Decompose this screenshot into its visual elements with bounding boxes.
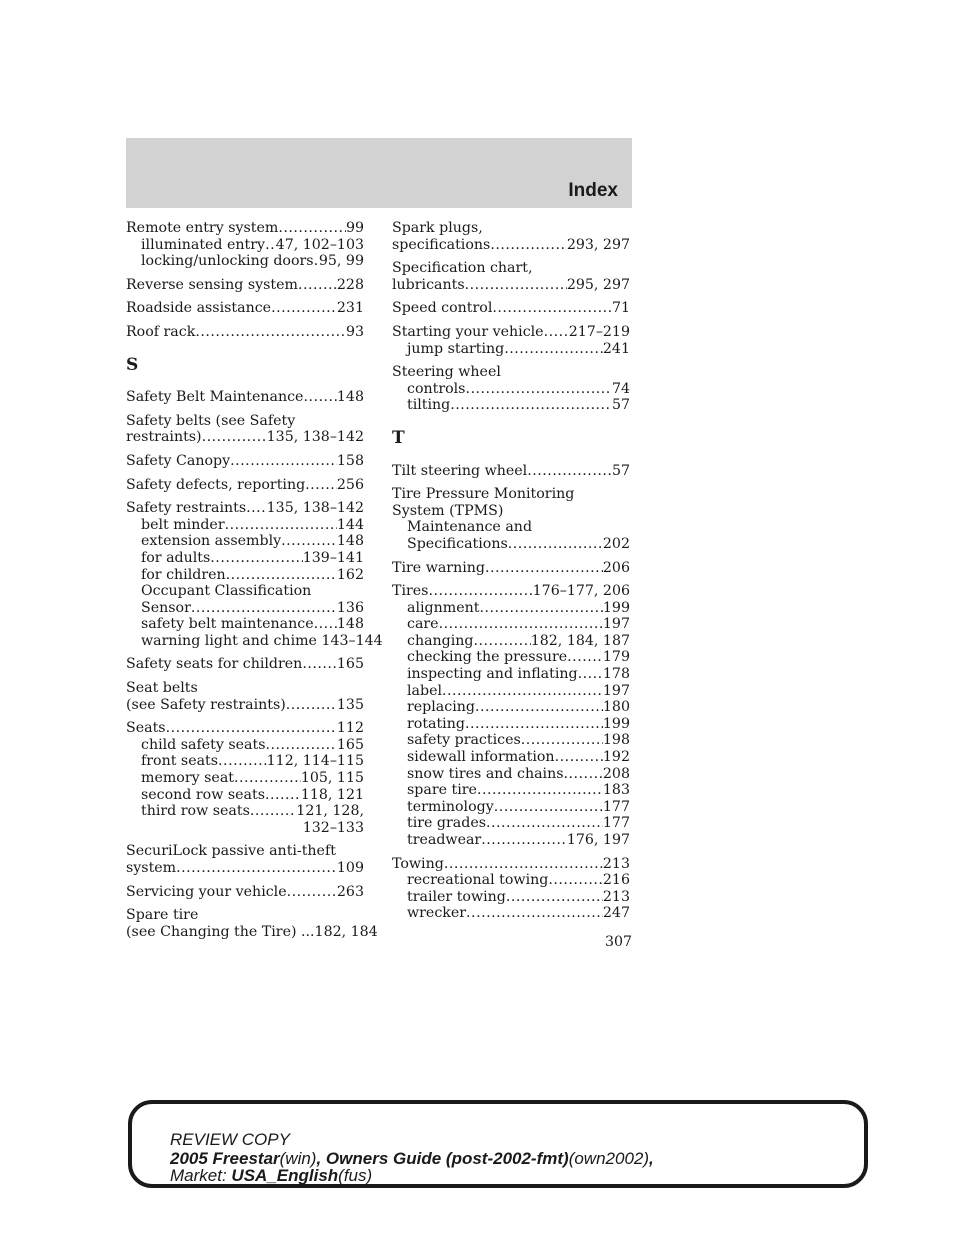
dot-leader — [481, 832, 567, 849]
dot-leader — [246, 500, 267, 517]
entry-pages: 95, 99 — [318, 253, 364, 270]
entry-pages: 213 — [602, 888, 630, 905]
index-entry — [392, 364, 630, 414]
entry-pages: 228 — [336, 276, 364, 293]
index-entry — [126, 453, 364, 470]
dot-leader — [271, 300, 337, 317]
section-letter: T — [392, 427, 405, 448]
dot-leader — [265, 737, 336, 754]
entry-term: snow tires and chains — [407, 765, 564, 782]
entry-term: Tilt steering wheel — [392, 462, 528, 479]
index-entry-line — [126, 277, 364, 294]
entry-term: restraints) — [126, 429, 202, 446]
dot-leader — [527, 463, 612, 480]
review-copy-label: REVIEW COPY — [170, 1130, 290, 1149]
entry-pages: 144 — [336, 516, 364, 533]
index-subentry — [392, 749, 630, 766]
entry-pages: 183 — [602, 782, 630, 799]
entry-term: Safety seats for children — [126, 656, 303, 673]
entry-term: Roadside assistance — [126, 300, 272, 317]
entry-term: tire grades — [407, 815, 487, 832]
dot-leader — [567, 649, 603, 666]
index-subentry — [392, 381, 630, 398]
entry-pages: 177 — [602, 798, 630, 815]
index-subentry — [126, 517, 364, 534]
entry-pages: 199 — [602, 599, 630, 616]
entry-term: wrecker — [407, 905, 467, 922]
dot-leader — [250, 803, 296, 820]
entry-term: Speed control — [392, 300, 493, 317]
entry-term: replacing — [407, 699, 475, 716]
index-entry — [126, 720, 364, 836]
index-entry-line — [126, 843, 364, 860]
entry-pages: 148 — [336, 389, 364, 406]
entry-pages: 247 — [602, 905, 630, 922]
dot-leader — [265, 237, 276, 254]
index-entry-line — [126, 453, 364, 470]
entry-term: Roof rack — [126, 323, 196, 340]
dot-leader — [578, 666, 603, 683]
index-entry-line — [126, 860, 364, 877]
dot-leader — [490, 237, 567, 254]
index-subentry — [392, 600, 630, 617]
dot-leader — [521, 732, 603, 749]
entry-term: SecuriLock passive anti-theft — [126, 843, 336, 860]
index-entry — [392, 560, 630, 577]
entry-pages: 99 — [345, 220, 364, 236]
entry-pages: 165 — [336, 736, 364, 753]
index-subentry — [126, 567, 364, 584]
index-entry-line — [392, 503, 630, 520]
index-subentry — [126, 770, 364, 787]
dot-leader — [544, 324, 569, 341]
index-entry — [392, 583, 630, 849]
index-entry — [126, 389, 364, 406]
dot-leader — [439, 616, 603, 633]
dot-leader — [492, 300, 612, 317]
entry-pages: 231 — [336, 300, 364, 317]
index-entry-line — [126, 820, 364, 837]
index-subentry — [392, 832, 630, 849]
index-subentry — [392, 872, 630, 889]
index-entry-line — [392, 856, 630, 873]
entry-term: checking the pressure — [407, 649, 568, 666]
dot-leader — [555, 749, 603, 766]
dot-leader — [466, 905, 603, 922]
dot-leader — [303, 389, 336, 406]
dot-leader — [450, 397, 612, 414]
entry-term: Safety Belt Maintenance — [126, 389, 304, 406]
entry-pages: 112, 114–115 — [266, 753, 364, 770]
entry-term: Sensor — [141, 599, 191, 616]
index-subentry — [392, 782, 630, 799]
entry-term: system — [126, 860, 177, 876]
dot-leader — [506, 889, 603, 906]
index-subentry — [126, 550, 364, 567]
entry-term: Starting your vehicle — [392, 323, 544, 340]
entry-pages: 293, 297 — [566, 236, 630, 253]
entry-term: (see Safety restraints) — [126, 696, 286, 713]
index-subentry — [126, 787, 364, 804]
entry-term: sidewall information — [407, 749, 555, 766]
dot-leader — [508, 536, 603, 553]
entry-term: (see Changing the Tire) ...182, 184 — [126, 923, 378, 940]
index-subentry — [392, 616, 630, 633]
entry-pages: 295, 297 — [566, 276, 630, 293]
entry-pages: 182, 184, 187 — [530, 632, 630, 649]
entry-pages: 139–141 — [302, 549, 364, 566]
index-entry-line — [126, 413, 364, 430]
entry-pages: 241 — [602, 340, 630, 357]
entry-term: Remote entry system — [126, 220, 279, 236]
dot-leader — [166, 720, 337, 737]
index-column-right — [392, 220, 630, 929]
entry-pages: 158 — [336, 452, 364, 469]
index-entry-line — [126, 324, 364, 341]
index-entry-line — [126, 429, 364, 446]
model-name: 2005 Freestar — [170, 1149, 280, 1168]
entry-pages: 148 — [336, 533, 364, 550]
index-entry-line — [126, 907, 364, 924]
dot-leader — [465, 277, 567, 294]
entry-term: safety practices — [407, 732, 521, 749]
entry-term: 132–133 — [302, 819, 364, 836]
index-entry-line — [392, 220, 630, 237]
index-entry-line — [126, 720, 364, 737]
index-subentry — [392, 905, 630, 922]
dot-leader — [286, 697, 337, 714]
index-subentry — [392, 766, 630, 783]
entry-term: treadwear — [407, 832, 482, 848]
entry-pages: 57 — [611, 462, 630, 479]
entry-term: illuminated entry — [141, 236, 266, 253]
index-entry-line — [392, 560, 630, 577]
review-copy-box — [128, 1100, 868, 1188]
market-code: (fus) — [338, 1166, 373, 1185]
entry-term: Tire Pressure Monitoring — [392, 486, 575, 503]
dot-leader — [442, 683, 603, 700]
entry-term: Towing — [392, 855, 444, 872]
index-entry — [126, 413, 364, 446]
dot-leader — [195, 324, 346, 341]
entry-pages: 135, 138–142 — [266, 429, 364, 446]
entry-term: recreational towing — [407, 872, 549, 889]
entry-pages: 256 — [336, 476, 364, 493]
entry-term: Safety Canopy — [126, 452, 231, 469]
entry-pages: 109 — [336, 860, 364, 876]
index-entry — [392, 324, 630, 357]
index-subentry — [126, 253, 364, 270]
index-entry — [392, 220, 630, 253]
index-entry — [126, 300, 364, 317]
dot-leader — [485, 560, 603, 577]
dot-leader — [305, 477, 337, 494]
entry-pages: 217–219 — [568, 323, 630, 340]
entry-pages: 93 — [345, 323, 364, 340]
dot-leader — [281, 533, 337, 550]
index-entry — [126, 884, 364, 901]
entry-pages: 192 — [602, 749, 630, 766]
entry-term: lubricants — [392, 276, 465, 293]
entry-term: Reverse sensing system — [126, 276, 298, 293]
dot-leader — [477, 782, 603, 799]
dot-leader — [234, 770, 301, 787]
index-entry — [392, 486, 630, 552]
dot-leader — [548, 872, 603, 889]
entry-term: Specifications — [407, 535, 508, 552]
entry-term: terminology — [407, 798, 494, 815]
entry-term: locking/unlocking doors — [141, 253, 314, 270]
entry-term: Specification chart, — [392, 260, 533, 277]
index-subentry — [126, 533, 364, 550]
entry-term: Spare tire — [126, 907, 199, 924]
index-entry-line — [392, 324, 630, 341]
dot-leader — [479, 600, 602, 617]
entry-term: Occupant Classification — [141, 583, 312, 600]
entry-term: warning light and chime 143–144 — [141, 632, 383, 649]
entry-pages: 263 — [336, 883, 364, 900]
entry-pages: 47, 102–103 — [275, 236, 364, 253]
entry-pages: 179 — [602, 649, 630, 666]
market-line — [170, 1166, 372, 1185]
index-subentry — [126, 237, 364, 254]
index-subentry — [392, 889, 630, 906]
entry-term: child safety seats — [141, 736, 266, 753]
entry-term: Servicing your vehicle — [126, 883, 287, 900]
index-entry-line — [126, 220, 364, 237]
dot-leader — [230, 453, 337, 470]
index-subentry — [126, 583, 364, 600]
entry-pages: 135 — [336, 696, 364, 713]
dot-leader — [298, 277, 337, 294]
entry-term: Safety restraints — [126, 500, 247, 517]
index-entry — [126, 843, 364, 876]
dot-leader — [210, 550, 302, 567]
entry-term: changing — [407, 632, 474, 649]
entry-term: specifications — [392, 236, 491, 253]
index-entry-line — [392, 260, 630, 277]
entry-term: memory seat — [141, 770, 234, 787]
entry-term: Seats — [126, 720, 166, 737]
dot-leader — [191, 600, 337, 617]
index-entry — [126, 477, 364, 494]
dot-leader — [225, 517, 337, 534]
index-subentry — [126, 753, 364, 770]
entry-pages: 121, 128, — [296, 803, 364, 820]
index-subentry — [392, 799, 630, 816]
index-entry-line — [126, 500, 364, 517]
index-entry-line — [126, 697, 364, 714]
entry-term: extension assembly — [141, 533, 282, 550]
entry-term: alignment — [407, 599, 480, 616]
dot-leader — [486, 815, 603, 832]
entry-term: Spark plugs, — [392, 220, 483, 236]
entry-term: jump starting — [407, 340, 505, 357]
dot-leader — [176, 860, 337, 877]
entry-term: for children — [141, 566, 226, 583]
entry-pages: 216 — [602, 872, 630, 889]
entry-term: Seat belts — [126, 680, 198, 697]
index-entry-line — [392, 364, 630, 381]
index-subentry — [392, 732, 630, 749]
entry-pages: 178 — [602, 666, 630, 683]
index-entry-line — [126, 300, 364, 317]
index-entry-line — [126, 389, 364, 406]
index-subentry — [392, 666, 630, 683]
guide-name: , Owners Guide (post-2002-fmt) — [316, 1149, 569, 1168]
entry-term: safety belt maintenance — [141, 616, 314, 633]
entry-pages: 197 — [602, 616, 630, 633]
index-entry-line — [392, 300, 630, 317]
index-subentry — [392, 519, 630, 536]
index-entry — [392, 260, 630, 293]
entry-term: tilting — [407, 397, 451, 414]
dot-leader — [494, 799, 603, 816]
entry-term: Safety belts (see Safety — [126, 412, 296, 429]
entry-term: controls — [407, 380, 466, 397]
entry-pages: 112 — [336, 720, 364, 737]
index-subentry — [126, 632, 383, 650]
guide-tail: , — [649, 1149, 654, 1168]
entry-term: rotating — [407, 715, 465, 732]
entry-term: Maintenance and — [407, 519, 533, 536]
dot-leader — [465, 381, 611, 398]
entry-pages: 213 — [602, 855, 630, 872]
index-subentry — [392, 699, 630, 716]
index-entry — [392, 463, 630, 480]
index-entry-line — [392, 463, 630, 480]
index-subentry — [392, 683, 630, 700]
entry-pages: 165 — [336, 656, 364, 673]
entry-pages: 118, 121 — [300, 786, 364, 803]
entry-term: Steering wheel — [392, 364, 501, 381]
dot-leader — [465, 716, 603, 733]
index-entry — [392, 856, 630, 922]
entry-pages: 198 — [602, 732, 630, 749]
index-subentry — [392, 633, 630, 650]
entry-pages: 148 — [336, 616, 364, 633]
dot-leader — [314, 616, 337, 633]
entry-pages: 197 — [602, 682, 630, 699]
entry-pages: 135, 138–142 — [266, 500, 364, 517]
dot-leader — [278, 220, 346, 237]
index-entry — [126, 656, 364, 673]
entry-term: Tires — [392, 583, 429, 600]
index-subentry — [392, 536, 630, 553]
entry-pages: 208 — [602, 765, 630, 782]
entry-pages: 105, 115 — [300, 770, 364, 787]
entry-pages: 206 — [602, 559, 630, 576]
dot-leader — [444, 856, 603, 873]
entry-pages: 202 — [602, 535, 630, 552]
entry-pages: 176, 197 — [566, 832, 630, 848]
index-entry-line — [126, 680, 364, 697]
section-letter: S — [126, 354, 139, 375]
entry-term: care — [407, 616, 439, 633]
index-entry-line — [392, 277, 630, 294]
dot-leader — [202, 429, 267, 446]
index-column-left — [126, 220, 383, 947]
entry-term: inspecting and inflating — [407, 666, 578, 683]
entry-pages: 162 — [336, 566, 364, 583]
index-entry-line — [126, 884, 364, 901]
entry-term: spare tire — [407, 782, 477, 799]
dot-leader — [302, 656, 337, 673]
dot-leader — [475, 699, 603, 716]
entry-term: Safety defects, reporting — [126, 476, 306, 493]
index-subentry — [126, 803, 364, 820]
index-entry-line — [392, 583, 630, 600]
page-title: Index — [568, 180, 618, 201]
model-code: (win) — [279, 1149, 317, 1168]
index-subentry — [392, 397, 630, 414]
entry-term: Tire warning — [392, 559, 485, 576]
dot-leader — [504, 341, 603, 358]
index-entry — [126, 907, 378, 940]
index-entry — [126, 277, 364, 294]
index-entry-line — [392, 237, 630, 254]
dot-leader — [265, 787, 301, 804]
entry-term: System (TPMS) — [392, 502, 504, 519]
entry-pages: 177 — [602, 815, 630, 832]
index-entry — [126, 324, 364, 341]
index-entry — [126, 220, 364, 270]
entry-pages: 176–177, 206 — [532, 583, 630, 600]
dot-leader — [226, 567, 337, 584]
market-name: USA_English — [231, 1166, 339, 1185]
dot-leader — [287, 884, 337, 901]
index-entry-line — [126, 656, 364, 673]
entry-term: trailer towing — [407, 888, 506, 905]
market-label: Market: — [170, 1166, 227, 1185]
index-entry — [126, 680, 364, 713]
index-subentry — [126, 600, 364, 617]
index-subentry — [392, 649, 630, 666]
entry-term: front seats — [141, 753, 219, 770]
page-number: 307 — [605, 934, 633, 950]
index-entry-line — [392, 486, 630, 503]
entry-term: label — [407, 682, 443, 699]
entry-pages: 71 — [611, 300, 630, 317]
entry-pages: 136 — [336, 599, 364, 616]
index-subentry — [392, 815, 630, 832]
entry-term: second row seats — [141, 786, 265, 803]
entry-pages: 180 — [602, 699, 630, 716]
index-entry-line — [126, 477, 364, 494]
entry-pages: 57 — [611, 397, 630, 414]
dot-leader — [474, 633, 531, 650]
index-entry — [392, 300, 630, 317]
entry-term: for adults — [141, 549, 211, 566]
header-band — [126, 138, 632, 208]
dot-leader — [218, 753, 267, 770]
index-subentry — [392, 716, 630, 733]
index-entry-line — [126, 923, 378, 941]
index-entry — [126, 500, 383, 649]
entry-term: third row seats — [141, 803, 250, 820]
entry-pages: 199 — [602, 715, 630, 732]
entry-pages: 74 — [611, 380, 630, 397]
dot-leader — [564, 766, 603, 783]
dot-leader — [428, 583, 532, 600]
index-subentry — [126, 616, 364, 633]
index-subentry — [126, 737, 364, 754]
index-subentry — [392, 341, 630, 358]
guide-code: (own2002) — [568, 1149, 650, 1168]
entry-term: belt minder — [141, 516, 225, 533]
